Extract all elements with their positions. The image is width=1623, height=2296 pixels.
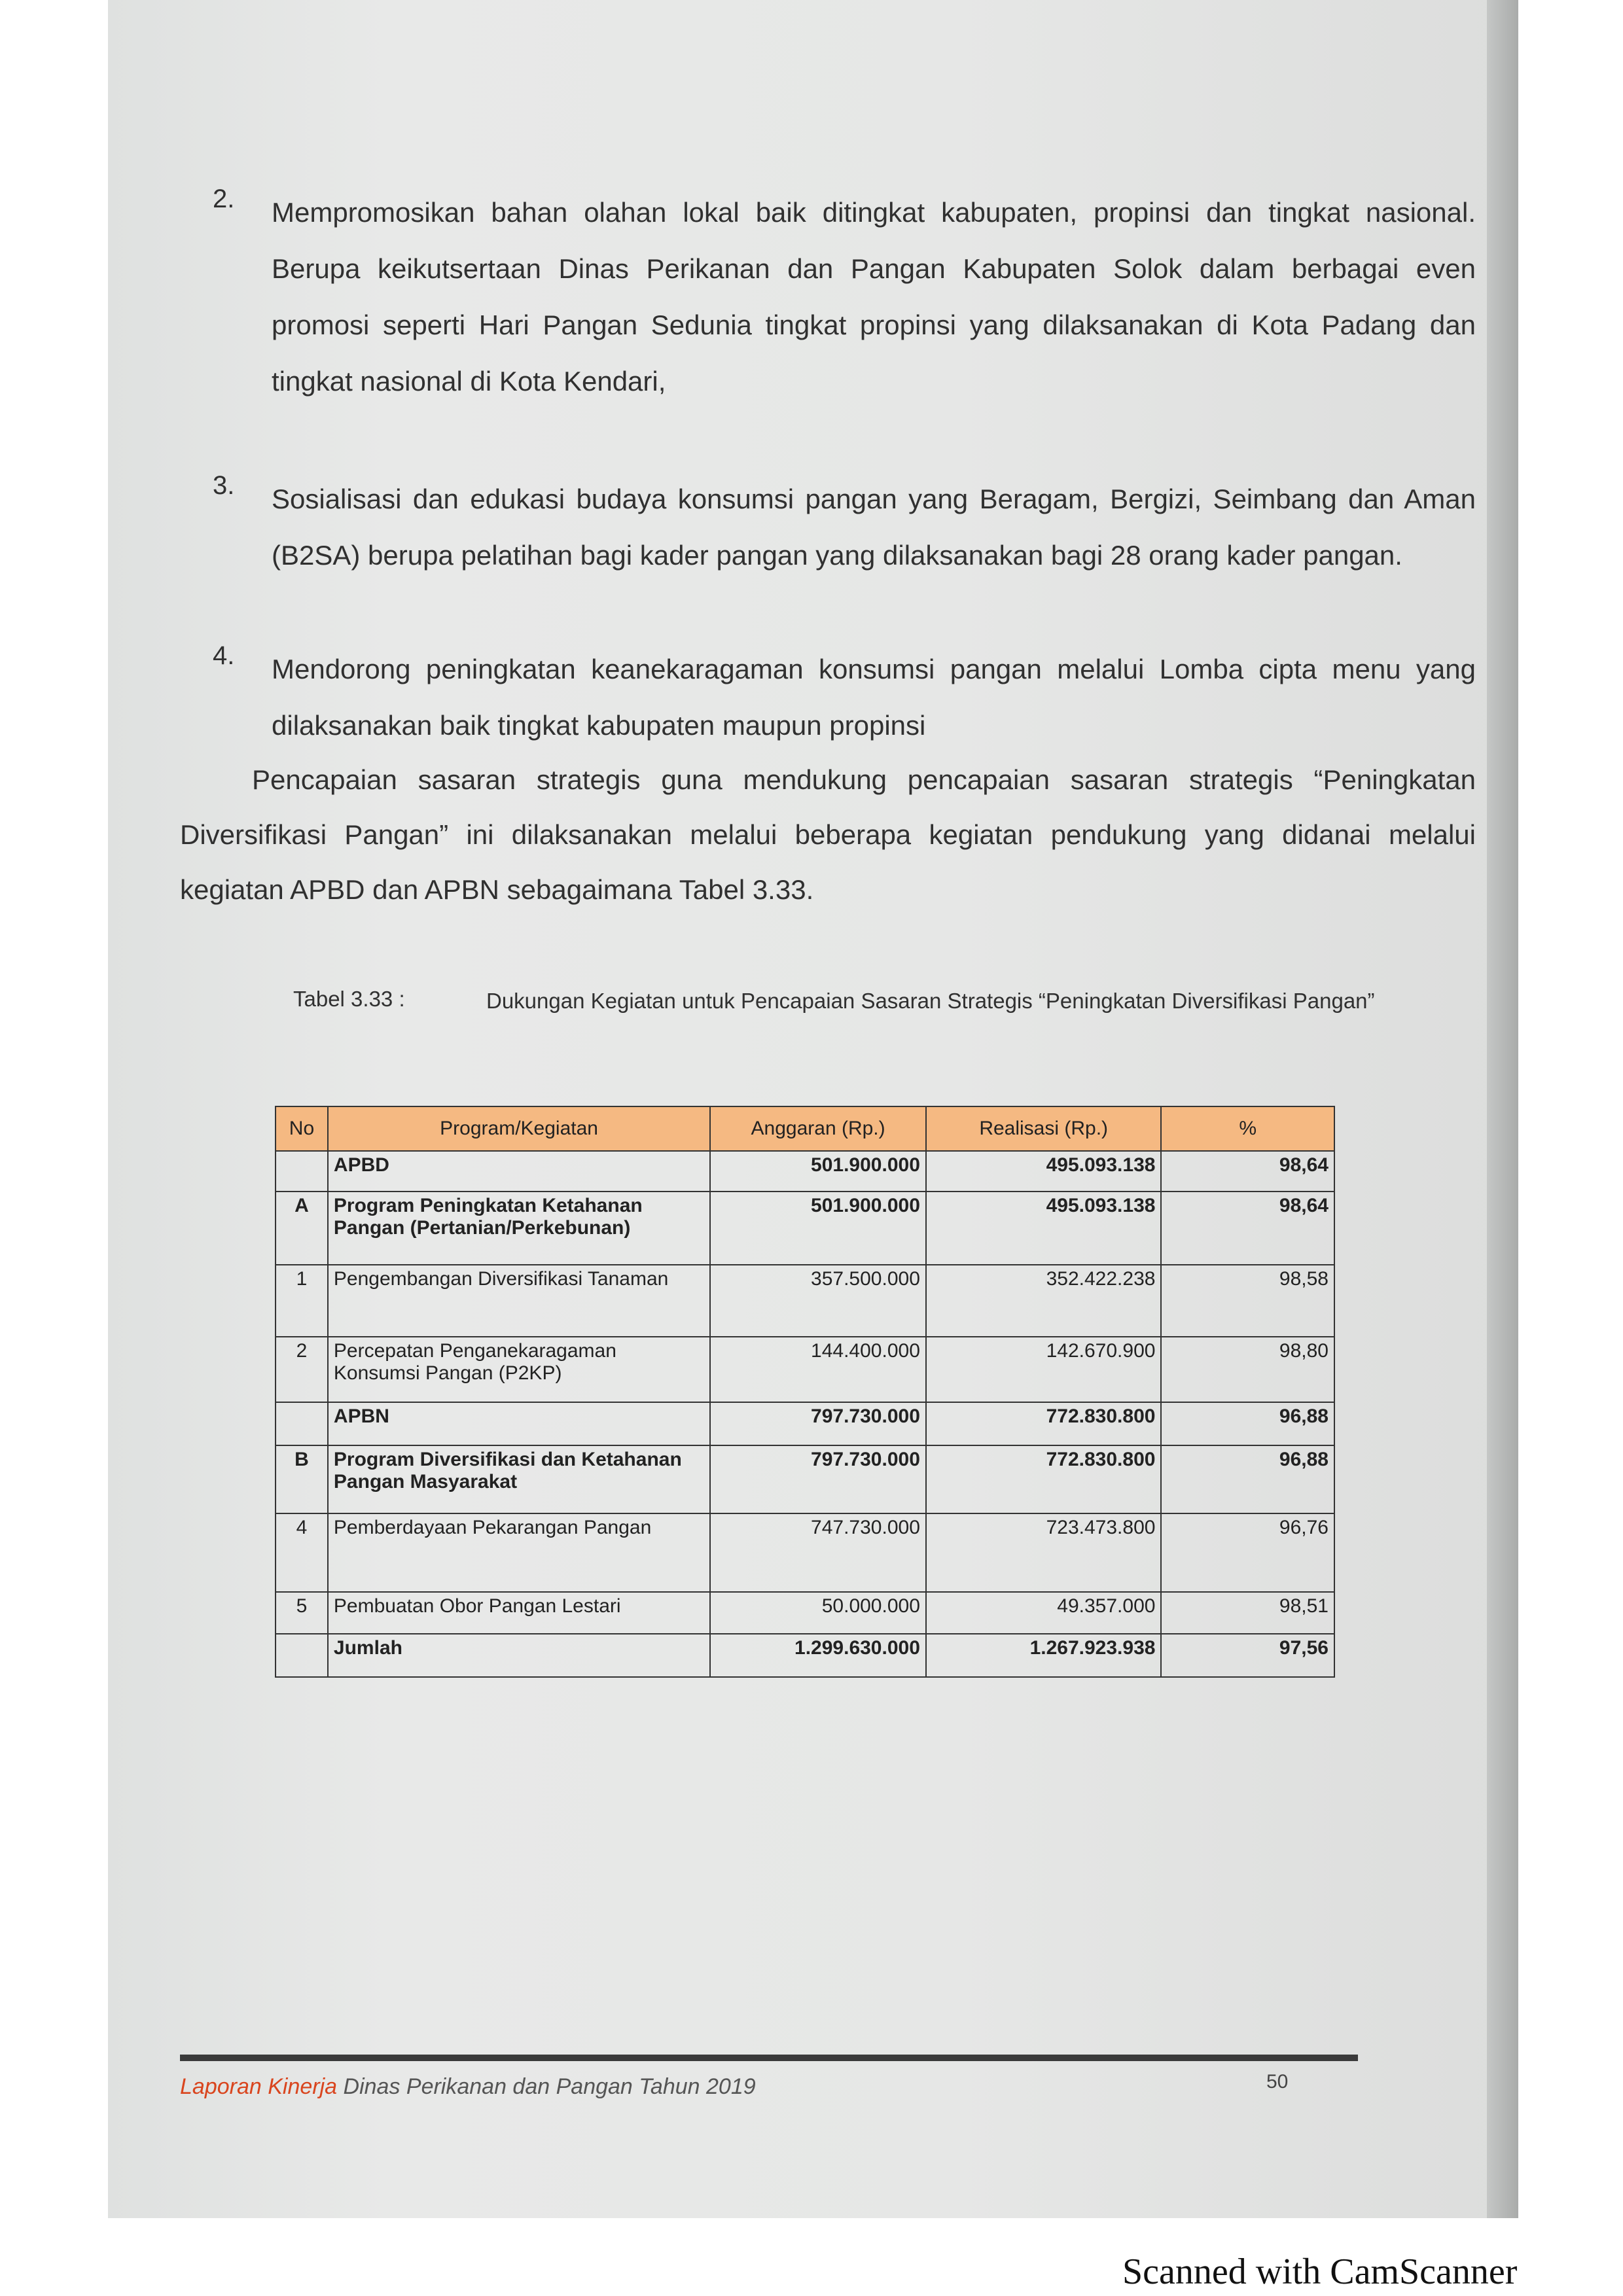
cell-realisasi: 772.830.800	[926, 1402, 1162, 1445]
cell-no: 5	[276, 1592, 328, 1634]
budget-table	[275, 1106, 1335, 1678]
cell-program: Pemberdayaan Pekarangan Pangan	[328, 1513, 710, 1592]
list-text: Mempromosikan bahan olahan lokal baik ditingkat kabupaten, propinsi dan tingkat nasional. Berupa keikutsertaan Dinas Perikanan dan Pangan Kabupaten Solok dalam berbagai even promosi seperti Hari Pangan Sedunia tingkat propinsi yang dilaksanakan di Kota Padang dan tingkat nasional di Kota Kendari,	[272, 197, 1476, 397]
cell-no	[276, 1634, 328, 1677]
list-number: 4.	[213, 641, 235, 670]
body-paragraph: Pencapaian sasaran strategis guna mendukung pencapaian sasaran strategis “Peningkatan Diversifikasi Pangan” ini dilaksanakan melalui beberapa kegiatan pendukung yang didanai melalui kegiatan APBD dan APBN sebagaimana Tabel 3.33.	[180, 764, 1476, 905]
list-number: 2.	[213, 185, 235, 213]
list-number: 3.	[213, 471, 235, 500]
table-row	[276, 1445, 1334, 1513]
cell-program: Program Peningkatan Ketahanan Pangan (Pertanian/Perkebunan)	[328, 1192, 710, 1265]
cell-program: Percepatan Penganekaragaman Konsumsi Pangan (P2KP)	[328, 1337, 710, 1402]
table-row	[276, 1337, 1334, 1402]
scanner-watermark: Scanned with CamScanner	[1122, 2252, 1518, 2292]
cell-program: APBD	[328, 1151, 710, 1192]
cell-percent: 98,51	[1161, 1592, 1334, 1634]
col-header-no: No	[276, 1106, 328, 1151]
cell-anggaran: 1.299.630.000	[710, 1634, 926, 1677]
table-row	[276, 1592, 1334, 1634]
cell-anggaran: 501.900.000	[710, 1151, 926, 1192]
cell-percent: 98,58	[1161, 1265, 1334, 1337]
cell-anggaran: 501.900.000	[710, 1192, 926, 1265]
cell-anggaran: 50.000.000	[710, 1592, 926, 1634]
list-text: Sosialisasi dan edukasi budaya konsumsi pangan yang Beragam, Bergizi, Seimbang dan Aman (B2SA) berupa pelatihan bagi kader pangan yang dilaksanakan bagi 28 orang kader pangan.	[272, 484, 1476, 571]
page-edge-shadow	[1487, 0, 1518, 2218]
cell-realisasi: 1.267.923.938	[926, 1634, 1162, 1677]
cell-no	[276, 1402, 328, 1445]
cell-percent: 96,88	[1161, 1402, 1334, 1445]
col-header-program: Program/Kegiatan	[328, 1106, 710, 1151]
cell-percent: 98,64	[1161, 1151, 1334, 1192]
cell-anggaran: 357.500.000	[710, 1265, 926, 1337]
cell-program: Program Diversifikasi dan Ketahanan Pangan Masyarakat	[328, 1445, 710, 1513]
cell-program: Jumlah	[328, 1634, 710, 1677]
cell-no	[276, 1151, 328, 1192]
table-row	[276, 1151, 1334, 1192]
cell-anggaran: 144.400.000	[710, 1337, 926, 1402]
cell-percent: 97,56	[1161, 1634, 1334, 1677]
table-caption-title: Dukungan Kegiatan untuk Pencapaian Sasaran Strategis “Peningkatan Diversifikasi Pangan”	[486, 989, 1375, 1013]
footer-divider	[180, 2055, 1358, 2061]
cell-percent: 98,64	[1161, 1192, 1334, 1265]
cell-percent: 98,80	[1161, 1337, 1334, 1402]
cell-realisasi: 723.473.800	[926, 1513, 1162, 1592]
cell-percent: 96,76	[1161, 1513, 1334, 1592]
table-row	[276, 1402, 1334, 1445]
cell-no: 4	[276, 1513, 328, 1592]
col-header-anggaran: Anggaran (Rp.)	[710, 1106, 926, 1151]
cell-program: Pembuatan Obor Pangan Lestari	[328, 1592, 710, 1634]
cell-realisasi: 142.670.900	[926, 1337, 1162, 1402]
cell-no: B	[276, 1445, 328, 1513]
footer-title	[180, 2074, 756, 2100]
table-row	[276, 1192, 1334, 1265]
table-row	[276, 1265, 1334, 1337]
list-text: Mendorong peningkatan keanekaragaman konsumsi pangan melalui Lomba cipta menu yang dilaksanakan baik tingkat kabupaten maupun propinsi	[272, 654, 1476, 741]
table-row-total	[276, 1634, 1334, 1677]
cell-no: A	[276, 1192, 328, 1265]
cell-no: 2	[276, 1337, 328, 1402]
cell-realisasi: 495.093.138	[926, 1192, 1162, 1265]
cell-realisasi: 49.357.000	[926, 1592, 1162, 1634]
col-header-realisasi: Realisasi (Rp.)	[926, 1106, 1162, 1151]
cell-program: Pengembangan Diversifikasi Tanaman	[328, 1265, 710, 1337]
cell-anggaran: 797.730.000	[710, 1445, 926, 1513]
cell-realisasi: 772.830.800	[926, 1445, 1162, 1513]
table-row	[276, 1513, 1334, 1592]
footer-subtitle: Dinas Perikanan dan Pangan Tahun 2019	[343, 2074, 756, 2099]
table-caption-label: Tabel 3.33 :	[293, 987, 405, 1011]
table-header-row	[276, 1106, 1334, 1151]
cell-anggaran: 797.730.000	[710, 1402, 926, 1445]
cell-program: APBN	[328, 1402, 710, 1445]
cell-realisasi: 495.093.138	[926, 1151, 1162, 1192]
cell-realisasi: 352.422.238	[926, 1265, 1162, 1337]
document-page	[108, 0, 1518, 2218]
cell-no: 1	[276, 1265, 328, 1337]
col-header-percent: %	[1161, 1106, 1334, 1151]
cell-anggaran: 747.730.000	[710, 1513, 926, 1592]
page-number: 50	[1266, 2071, 1289, 2093]
footer-brand: Laporan Kinerja	[180, 2074, 338, 2099]
cell-percent: 96,88	[1161, 1445, 1334, 1513]
scan-margin-left	[0, 0, 108, 2218]
